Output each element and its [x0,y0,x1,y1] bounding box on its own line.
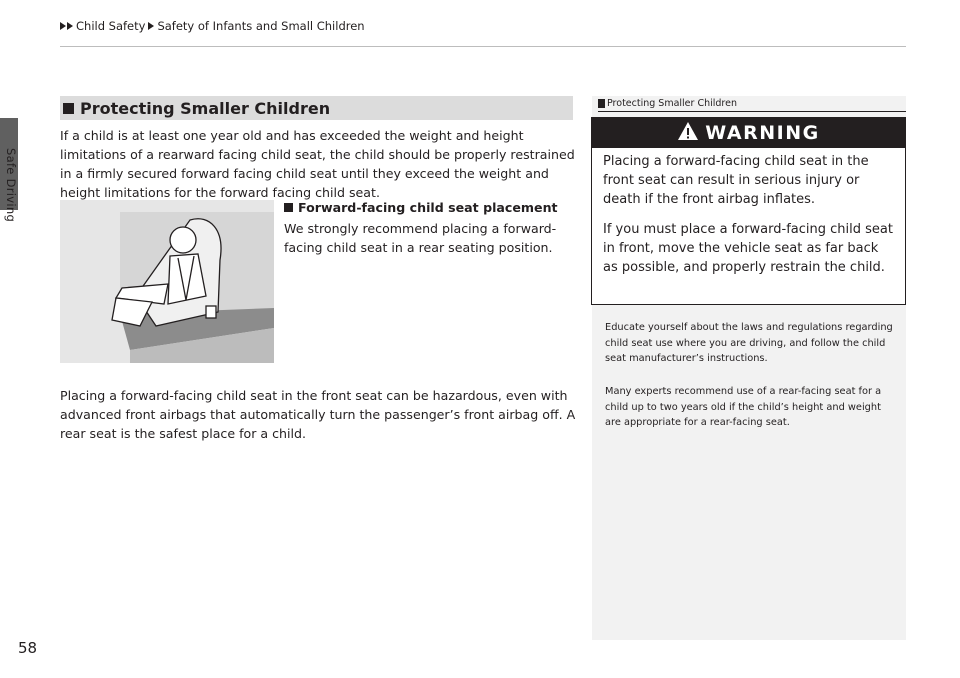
note-paragraph-1: Educate yourself about the laws and regulations regarding child seat use where you are driving, and follow the child seat manufacturer’s instructions. [605,322,893,364]
subsection-body: We strongly recommend placing a forward-facing child seat in a rear seating position. [284,221,557,255]
breadcrumb-arrow-icon [60,22,66,30]
subsection-heading [284,200,558,215]
header-divider [60,46,906,47]
subsection-title: Forward-facing child seat placement [298,200,558,215]
reference-badge-icon [598,99,605,108]
section-title: Protecting Smaller Children [80,98,331,118]
subheading-square-icon [284,203,293,212]
warning-label: WARNING [705,122,820,144]
warning-box [591,117,906,305]
warning-text-1: Placing a forward-facing child seat in the front seat can result in serious injury or death if the front airbag inflates. [603,154,869,207]
breadcrumb [60,19,368,33]
breadcrumb-arrow-icon [148,22,154,30]
warning-text-2: If you must place a forward-facing child seat in front, move the vehicle seat as far back as possible, and properly restrain the child. [603,222,893,275]
page-number: 58 [18,639,38,657]
warning-header [592,118,905,148]
breadcrumb-item-infant-safety[interactable]: Safety of Infants and Small Children [157,19,365,33]
closing-paragraph: Placing a forward-facing child seat in the front seat can be hazardous, even with advanced front airbags that automatically turn the passenger’s front airbag off. A rear seat is the safest place for a child. [60,388,576,441]
intro-paragraph: If a child is at least one year old and has exceeded the weight and height limitations of a rearward facing child seat, the child should be properly restrained in a firmly secured forward facing child seat until they exceed the weight and height limitations for the forward facing child seat. [60,128,575,200]
breadcrumb-item-child-safety[interactable]: Child Safety [76,19,146,33]
aside-header [592,96,906,111]
heading-square-icon [63,103,74,114]
note-paragraph-2: Many experts recommend use of a rear-facing seat for a child up to two years old if the child’s height and weight are appropriate for a rear-facing seat. [605,386,882,428]
child-seat-illustration [60,200,274,363]
chapter-label: Safe Driving [4,148,18,223]
breadcrumb-arrow-icon [67,22,73,30]
section-heading [60,96,573,120]
aside-divider [598,111,906,112]
aside-title: Protecting Smaller Children [607,98,737,109]
warning-triangle-icon [677,121,699,145]
